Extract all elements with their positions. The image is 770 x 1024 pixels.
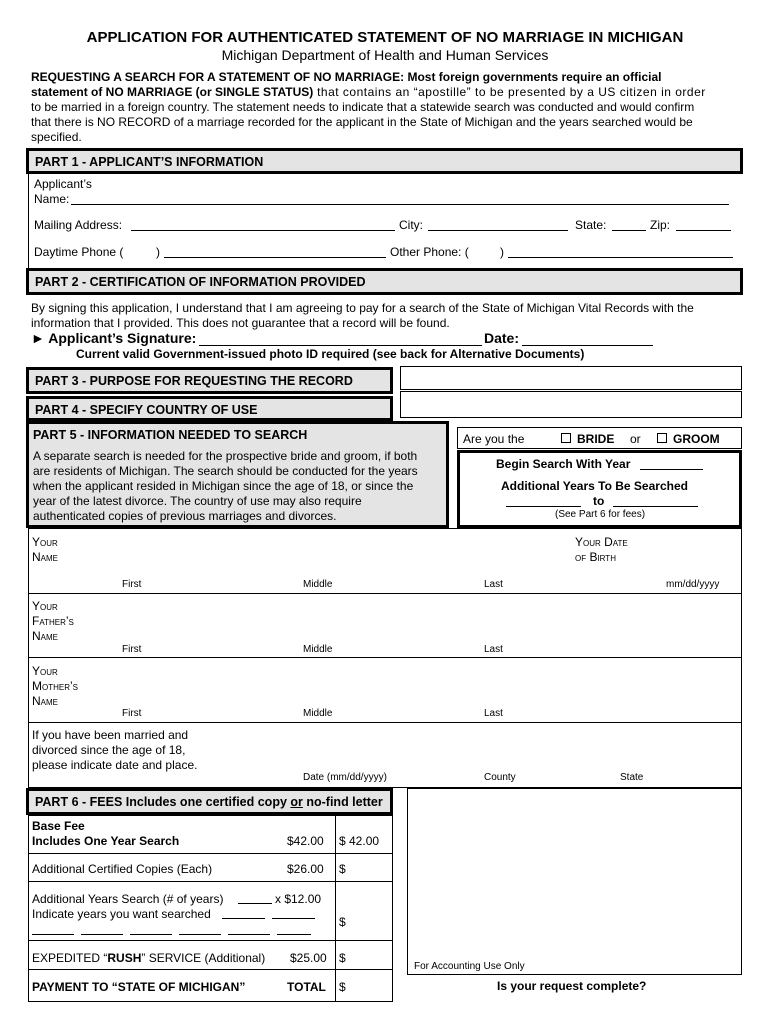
your-label: Your (32, 535, 58, 549)
part1-left-border (28, 174, 29, 272)
part4-header: PART 4 - SPECIFY COUNTRY OF USE (26, 396, 393, 421)
fees-col-divider (335, 815, 336, 1002)
purpose-field[interactable] (400, 366, 742, 390)
other-phone-field[interactable] (508, 257, 733, 258)
accounting-box (407, 788, 742, 975)
state-field[interactable] (612, 230, 646, 231)
rush-dollar: $ (339, 951, 346, 965)
complete-question: Is your request complete? (497, 979, 647, 993)
additional-years-label: Additional Years To Be Searched (501, 479, 688, 493)
intro-bold2: statement of NO MARRIAGE (or SINGLE STATUS) (31, 85, 314, 99)
part6-header (26, 788, 393, 815)
dob-format-caption: mm/dd/yyyy (666, 579, 720, 590)
bride-label: BRIDE (577, 432, 615, 446)
city-field[interactable] (428, 230, 568, 231)
year-field-4[interactable] (81, 934, 123, 935)
signature-label: ► Applicant’s Signature: (31, 330, 197, 346)
groom-checkbox[interactable] (657, 433, 667, 443)
part5-box (26, 421, 449, 528)
daytime-phone-field[interactable] (164, 257, 386, 258)
part5-text4: year of the latest divorce. The country of use may also require (33, 494, 362, 508)
year-field-2[interactable] (272, 918, 315, 919)
or-label: or (630, 432, 641, 446)
part5-text1: A separate search is needed for the prospective bride and groom, if both (33, 449, 418, 463)
part6-title-b: no-find letter (302, 795, 383, 809)
are-you-label: Are you the (463, 432, 525, 446)
mailing-label: Mailing Address: (34, 218, 123, 232)
years-from-field[interactable] (506, 506, 581, 507)
year-field-8[interactable] (277, 934, 311, 935)
year-field-6[interactable] (179, 934, 221, 935)
accounting-label: For Accounting Use Only (414, 961, 525, 972)
your-label-2: Your (32, 599, 58, 613)
mother-last-caption: Last (484, 708, 503, 719)
total-dollar: $ (339, 980, 346, 994)
year-field-1[interactable] (222, 918, 265, 919)
payment-label: PAYMENT TO “STATE OF MICHIGAN” (32, 980, 246, 994)
to-label: to (593, 494, 605, 508)
applicant-label2: Name: (34, 192, 70, 206)
intro-line3: to be married in a foreign country. The statement needs to indicate that a statewide search was conducted and would confirm (31, 100, 695, 114)
year-field-5[interactable] (130, 934, 172, 935)
part2-text2: information that I provided. This does not guarantee that a record will be found. (31, 316, 450, 330)
fees-row-3 (28, 940, 393, 941)
part6-title-or: or (290, 795, 303, 809)
num-years-field[interactable] (238, 903, 272, 904)
date-field[interactable] (522, 345, 653, 346)
includes-label: Includes One Year Search (32, 834, 180, 848)
part5-text2: are residents of Michigan. The search should be conducted for the years (33, 464, 418, 478)
row-divider-1 (28, 593, 742, 594)
mother-first-caption: First (122, 708, 142, 719)
page-title: APPLICATION FOR AUTHENTICATED STATEMENT OF NO MARRIAGE IN MICHIGAN (86, 29, 684, 46)
date-col-caption: Date (mm/dd/yyyy) (303, 772, 387, 783)
indicate-label: Indicate years you want searched (32, 907, 211, 921)
part3-header: PART 3 - PURPOSE FOR REQUESTING THE RECORD (26, 367, 393, 394)
x-price: x $12.00 (275, 892, 322, 906)
intro-line4: that there is NO RECORD of a marriage recorded for the applicant in the State of Michigan and the years searched would be (31, 115, 693, 129)
state-caption: State (620, 772, 644, 783)
fees-row-4 (28, 969, 393, 970)
your-label-3: Your (32, 664, 58, 678)
intro-line5: specified. (31, 130, 82, 144)
daytime-paren: ) (156, 245, 160, 259)
id-note: Current valid Government-issued photo ID required (see back for Alternative Documents) (76, 347, 585, 361)
expedited-a: EXPEDITED “ (32, 951, 108, 965)
row-divider-2 (28, 657, 742, 658)
name-label-2: Name (32, 629, 59, 643)
married-text3: please indicate date and place. (32, 758, 198, 772)
part5-text3: when the applicant resided in Michigan since the age of 18, or since the (33, 479, 414, 493)
other-phone-label: Other Phone: ( (390, 245, 469, 259)
intro-line2 (31, 85, 706, 100)
part5-text5: authenticated copies of previous marriages and divorces. (33, 509, 337, 523)
your-last-caption: Last (484, 579, 503, 590)
page-subtitle: Michigan Department of Health and Human Services (221, 47, 549, 63)
begin-search-label: Begin Search With Year (496, 457, 631, 471)
county-caption: County (484, 772, 516, 783)
expedited-b: ” SERVICE (Additional) (141, 951, 266, 965)
part1-header: PART 1 - APPLICANT’S INFORMATION (26, 148, 743, 174)
base-total: $ 42.00 (339, 834, 380, 848)
part2-header: PART 2 - CERTIFICATION OF INFORMATION PROVIDED (26, 268, 743, 295)
add-years-label: Additional Years Search (# of years) (32, 892, 224, 906)
name-label-3: Name (32, 694, 59, 708)
fathers-label: Father’s (32, 614, 74, 628)
married-text1: If you have been married and (32, 728, 189, 742)
base-fee-label: Base Fee (32, 819, 85, 833)
daytime-phone-label: Daytime Phone ( (34, 245, 124, 259)
applicant-label1: Applicant’s (34, 177, 92, 191)
zip-label: Zip: (650, 218, 671, 232)
father-first-caption: First (122, 644, 142, 655)
signature-field[interactable] (199, 345, 482, 346)
other-paren: ) (500, 245, 504, 259)
applicant-name-field[interactable] (71, 204, 729, 205)
begin-year-field[interactable] (640, 469, 703, 470)
part5-header: PART 5 - INFORMATION NEEDED TO SEARCH (33, 428, 308, 442)
part2-text1: By signing this application, I understand that I am agreeing to pay for a search of the State of Michigan Vital Records with the (31, 301, 694, 315)
total-label: TOTAL (287, 980, 326, 994)
mailing-address-field[interactable] (131, 230, 395, 231)
base-price: $42.00 (287, 834, 324, 848)
country-field[interactable] (400, 391, 742, 418)
date-label: Date: (484, 330, 520, 346)
fees-row-2 (28, 881, 393, 882)
your-middle-caption: Middle (303, 579, 333, 590)
city-label: City: (399, 218, 423, 232)
copies-dollar: $ (339, 862, 346, 876)
copies-price: $26.00 (287, 862, 324, 876)
year-field-3[interactable] (32, 934, 74, 935)
intro-line1: REQUESTING A SEARCH FOR A STATEMENT OF NO MARRIAGE: Most foreign governments require an official (31, 70, 662, 84)
mothers-label: Mother’s (32, 679, 78, 693)
part6-title-a: PART 6 - FEES Includes one certified copy (35, 795, 291, 809)
intro-line2-rest: that contains an “apostille” to be presented by a US citizen in order (313, 85, 706, 99)
of-birth-label: of Birth (575, 550, 616, 564)
see-part6-note: (See Part 6 for fees) (555, 509, 646, 520)
expedited-rush: RUSH (107, 951, 142, 965)
groom-label: GROOM (673, 432, 720, 446)
fees-row-1 (28, 853, 393, 854)
your-first-caption: First (122, 579, 142, 590)
married-text2: divorced since the age of 18, (32, 743, 186, 757)
zip-field[interactable] (676, 230, 731, 231)
father-middle-caption: Middle (303, 644, 333, 655)
row-divider-3 (28, 722, 742, 723)
copies-label: Additional Certified Copies (Each) (32, 862, 213, 876)
your-date-label: Your Date (575, 535, 628, 549)
rush-price: $25.00 (290, 951, 327, 965)
expedited-label (32, 951, 265, 966)
years-to-field[interactable] (613, 506, 698, 507)
mother-middle-caption: Middle (303, 708, 333, 719)
name-label: Name (32, 550, 59, 564)
bride-checkbox[interactable] (561, 433, 571, 443)
father-last-caption: Last (484, 644, 503, 655)
add-years-dollar: $ (339, 915, 346, 929)
state-label: State: (575, 218, 607, 232)
year-field-7[interactable] (228, 934, 270, 935)
